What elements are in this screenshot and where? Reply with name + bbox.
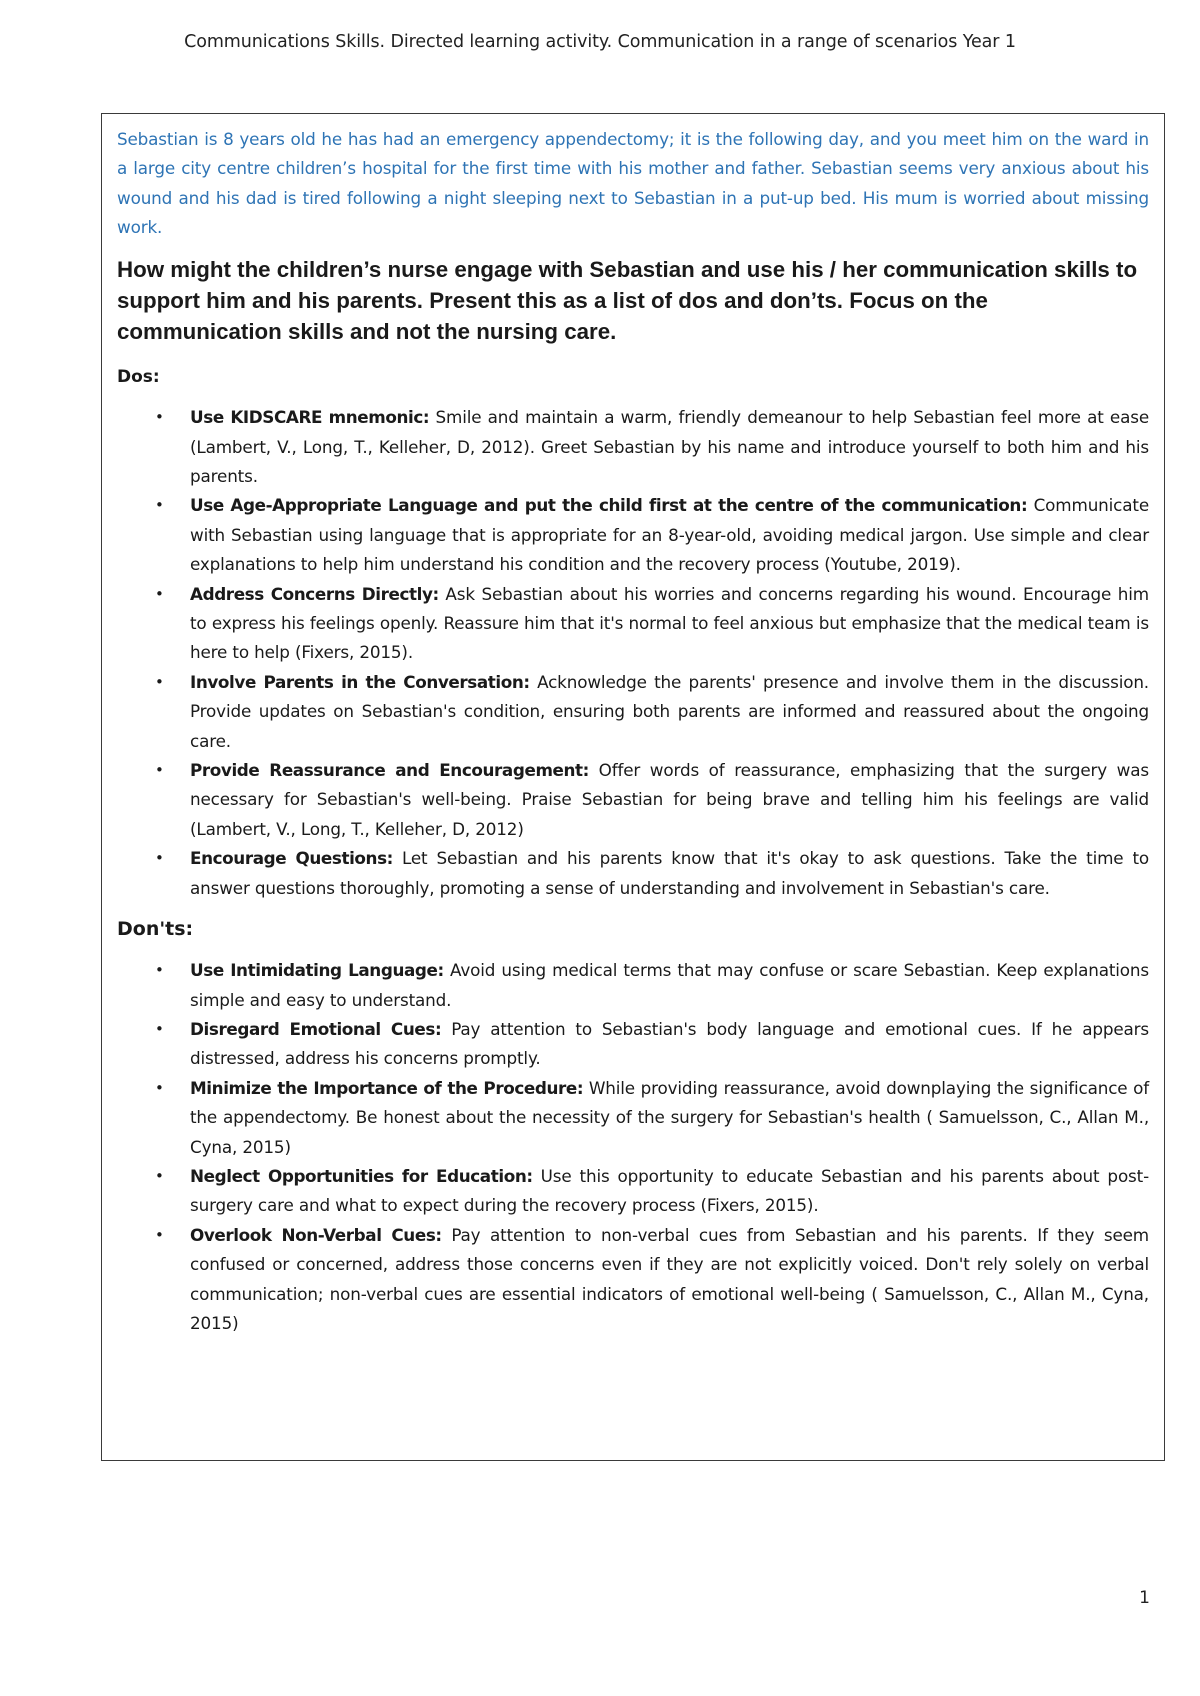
list-item: • Minimize the Importance of the Procedure: While providing reassurance, avoid downplaying the significance of the appendectomy. Be honest about the necessity of the surgery for Sebastian's health ( Samuelsson, C., Allan M., Cyna, 2015): [190, 1074, 1149, 1162]
page-header: Communications Skills. Directed learning activity. Communication in a range of scenarios Year 1: [184, 32, 1016, 52]
list-item: • Neglect Opportunities for Education: Use this opportunity to educate Sebastian and his parents about post-surgery care and what to expect during the recovery process (Fixers, 2015).: [190, 1162, 1149, 1221]
list-item: • Disregard Emotional Cues: Pay attention to Sebastian's body language and emotional cues. If he appears distressed, address his concerns promptly.: [190, 1015, 1149, 1074]
bullet-icon: •: [155, 584, 164, 603]
dos-heading: Dos:: [117, 367, 160, 388]
list-item: • Encourage Questions: Let Sebastian and his parents know that it's okay to ask questions. Take the time to answer questions thoroughly, promoting a sense of understanding and involvement in Sebastian's care.: [190, 844, 1149, 903]
question-text: How might the children’s nurse engage with Sebastian and use his / her communication skills to support him and his parents. Present this as a list of dos and don’ts. Focus on the communication skills and not the nursing care.: [117, 257, 1138, 345]
activity-box: [101, 113, 1165, 1461]
list-item: • Address Concerns Directly: Ask Sebastian about his worries and concerns regarding his wound. Encourage him to express his feelings openly. Reassure him that it's normal to feel anxious but emphasize that the medical team is here to help (Fixers, 2015).: [190, 580, 1149, 668]
bullet-icon: •: [155, 496, 164, 515]
bullet-icon: •: [155, 849, 164, 868]
page-number: 1: [1139, 1588, 1150, 1608]
bullet-icon: •: [155, 1019, 164, 1038]
list-item: • Use Intimidating Language: Avoid using medical terms that may confuse or scare Sebastian. Keep explanations simple and easy to understand.: [190, 956, 1149, 1015]
bullet-icon: •: [155, 1225, 164, 1244]
bullet-icon: •: [155, 672, 164, 691]
scenario-text: Sebastian is 8 years old he has had an emergency appendectomy; it is the following day, and you meet him on the ward in a large city centre children’s hospital for the first time with his mother and father. Sebastian seems very anxious about his wound and his dad is tired following a night sleeping next to Sebastian in a put-up bed. His mum is worried about missing work.: [117, 129, 1149, 237]
list-item: • Involve Parents in the Conversation: Acknowledge the parents' presence and involve them in the discussion. Provide updates on Sebastian's condition, ensuring both parents are informed and reassured about the ongoing care.: [190, 668, 1149, 756]
bullet-icon: •: [155, 961, 164, 980]
bullet-icon: •: [155, 408, 164, 427]
list-item: • Use KIDSCARE mnemonic: Smile and maintain a warm, friendly demeanour to help Sebastian feel more at ease (Lambert, V., Long, T., Kelleher, D, 2012). Greet Sebastian by his name and introduce yourself to both him and his parents.: [190, 403, 1149, 491]
bullet-icon: •: [155, 1078, 164, 1097]
bullet-icon: •: [155, 761, 164, 780]
list-item: • Overlook Non-Verbal Cues: Pay attention to non-verbal cues from Sebastian and his parents. If they seem confused or concerned, address those concerns even if they are not explicitly voiced. Don't rely solely on verbal communication; non-verbal cues are essential indicators of emotional well-being ( Samuelsson, C., Allan M., Cyna, 2015): [190, 1221, 1149, 1339]
donts-heading: Don'ts:: [117, 918, 194, 941]
bullet-icon: •: [155, 1166, 164, 1185]
list-item: • Use Age-Appropriate Language and put the child first at the centre of the communication: Communicate with Sebastian using language that is appropriate for an 8-year-old, avoiding medical jargon. Use simple and clear explanations to help him understand his condition and the recovery process (Youtube, 2019).: [190, 491, 1149, 579]
list-item: • Provide Reassurance and Encouragement: Offer words of reassurance, emphasizing that the surgery was necessary for Sebastian's well-being. Praise Sebastian for being brave and telling him his feelings are valid (Lambert, V., Long, T., Kelleher, D, 2012): [190, 756, 1149, 844]
donts-list: [117, 956, 1149, 1338]
dos-list: [117, 403, 1149, 903]
